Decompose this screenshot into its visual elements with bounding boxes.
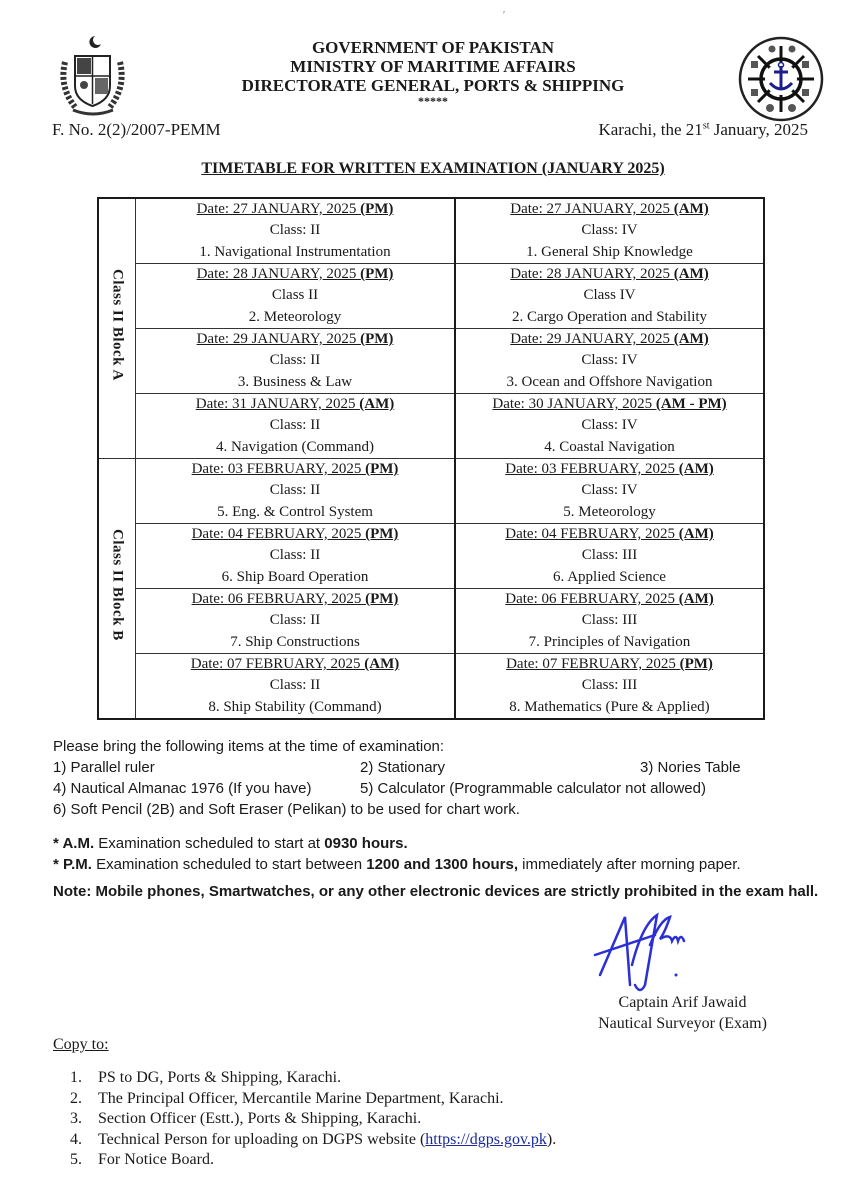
exam-class: Class IV xyxy=(583,287,636,304)
other-class-column xyxy=(455,524,764,589)
exam-slot-right xyxy=(456,329,763,393)
exam-date xyxy=(456,199,763,220)
exam-class: Class II xyxy=(271,287,319,304)
exam-date xyxy=(136,394,454,415)
item-text: Technical Person for uploading on DGPS website ( xyxy=(98,1130,426,1148)
exam-slot-left xyxy=(136,459,454,523)
pm-text: Examination scheduled to start between xyxy=(91,856,367,873)
other-class-column xyxy=(455,459,764,524)
session-label: (PM) xyxy=(360,266,394,282)
date-text: Date: 27 JANUARY, 2025 xyxy=(196,201,361,217)
exam-class: Class: III xyxy=(581,547,638,564)
exam-date xyxy=(136,589,454,610)
other-class-column xyxy=(455,264,764,329)
date-text: Date: 30 JANUARY, 2025 xyxy=(492,396,656,412)
exam-class: Class: IV xyxy=(581,222,638,239)
exam-class: Class: IV xyxy=(581,417,638,434)
block-label-cell xyxy=(98,459,136,720)
date-text: Date: 04 FEBRUARY, 2025 xyxy=(505,526,679,542)
am-text: Examination scheduled to start at xyxy=(94,835,325,852)
item-text-after: ). xyxy=(546,1130,557,1148)
timetable-row xyxy=(98,394,764,459)
exam-slot-right xyxy=(456,654,763,718)
session-label: (AM) xyxy=(678,591,714,607)
timetable-row xyxy=(98,459,764,524)
items-intro: Please bring the following items at the time of examination: xyxy=(53,738,445,755)
exam-date xyxy=(136,459,454,480)
item: 6) Soft Pencil (2B) and Soft Eraser (Pelikan) to be used for chart work. xyxy=(53,801,520,818)
letterhead xyxy=(0,38,866,107)
class-ii-column xyxy=(136,589,456,654)
exam-subject: 5. Eng. & Control System xyxy=(217,503,373,520)
exam-class: Class: II xyxy=(269,547,321,564)
letter-date xyxy=(598,120,808,140)
session-label: (AM) xyxy=(673,201,709,217)
pm-suffix: immediately after morning paper. xyxy=(518,856,741,873)
item-number: 5. xyxy=(70,1151,82,1168)
file-number: F. No. 2(2)/2007-PEMM xyxy=(52,120,221,139)
session-label: (AM) xyxy=(673,266,709,282)
exam-slot-right xyxy=(456,589,763,653)
copy-to-item xyxy=(70,1150,556,1171)
class-ii-column xyxy=(136,264,456,329)
session-label: (AM) xyxy=(673,331,709,347)
date-text: Date: 07 FEBRUARY, 2025 xyxy=(506,656,680,672)
exam-subject: 5. Meteorology xyxy=(563,503,656,520)
pm-label: * P.M. xyxy=(53,856,92,873)
session-label: (AM) xyxy=(359,396,395,412)
exam-slot-left xyxy=(136,329,454,393)
exam-slot-left xyxy=(136,589,454,653)
timetable-row xyxy=(98,198,764,264)
exam-subject: 8. Mathematics (Pure & Applied) xyxy=(509,698,710,715)
exam-subject: 4. Coastal Navigation xyxy=(544,438,675,455)
item: 5) Calculator (Programmable calculator not allowed) xyxy=(360,780,706,797)
timetable-row xyxy=(98,329,764,394)
timetable-row xyxy=(98,524,764,589)
other-class-column xyxy=(455,329,764,394)
date-text: Date: 27 JANUARY, 2025 xyxy=(510,201,674,217)
exam-slot-right xyxy=(456,264,763,328)
item-text: For Notice Board. xyxy=(98,1151,214,1168)
pm-time: 1200 and 1300 hours, xyxy=(366,856,518,873)
signatory-name: Captain Arif Jawaid xyxy=(618,994,747,1011)
pm-note xyxy=(53,854,741,875)
copy-to-item xyxy=(70,1130,556,1151)
exam-subject: 3. Business & Law xyxy=(237,373,353,390)
item-text: Section Officer (Estt.), Ports & Shipping, Karachi. xyxy=(98,1110,422,1127)
date-day: Karachi, the 21 xyxy=(598,120,703,139)
exam-date xyxy=(136,264,454,285)
block-label-cell xyxy=(98,198,136,459)
class-ii-column xyxy=(136,654,456,720)
date-text: Date: 04 FEBRUARY, 2025 xyxy=(191,526,366,542)
item-number: 3. xyxy=(70,1110,82,1127)
date-text: Date: 28 JANUARY, 2025 xyxy=(196,266,361,282)
item: 4) Nautical Almanac 1976 (If you have) xyxy=(53,780,312,797)
exam-class: Class: II xyxy=(269,222,321,239)
item: 1) Parallel ruler xyxy=(53,759,155,776)
timetable-row xyxy=(98,654,764,720)
class-ii-column xyxy=(136,329,456,394)
copy-to-item xyxy=(70,1109,556,1130)
exam-subject: 6. Applied Science xyxy=(553,568,666,585)
timetable-row xyxy=(98,264,764,329)
am-note xyxy=(53,833,741,854)
date-text: Date: 31 JANUARY, 2025 xyxy=(195,396,360,412)
exam-slot-left xyxy=(136,654,454,718)
ports-shipping-emblem-icon xyxy=(738,36,824,122)
exam-date xyxy=(136,654,454,675)
exam-date xyxy=(136,524,454,545)
date-text: Date: 07 FEBRUARY, 2025 xyxy=(190,656,365,672)
exam-class: Class: III xyxy=(581,677,638,694)
item-number: 1. xyxy=(70,1069,82,1086)
session-label: (AM) xyxy=(678,526,714,542)
date-month-year: January, 2025 xyxy=(709,120,808,139)
class-ii-column xyxy=(136,198,456,264)
exam-slot-right xyxy=(456,394,763,458)
session-label: (PM) xyxy=(360,201,394,217)
exam-subject: 2. Cargo Operation and Stability xyxy=(511,308,708,325)
exam-slot-right xyxy=(456,524,763,588)
date-text: Date: 06 FEBRUARY, 2025 xyxy=(191,591,366,607)
exam-slot-left xyxy=(136,264,454,328)
class-ii-column xyxy=(136,459,456,524)
exam-date xyxy=(456,589,763,610)
item-text: PS to DG, Ports & Shipping, Karachi. xyxy=(98,1069,342,1086)
copy-to-heading: Copy to: xyxy=(53,1036,109,1053)
exam-date xyxy=(456,264,763,285)
am-label: * A.M. xyxy=(53,835,95,852)
item: 2) Stationary xyxy=(360,759,446,776)
timetable-row xyxy=(98,589,764,654)
exam-date xyxy=(456,654,763,675)
exam-class: Class: II xyxy=(269,677,321,694)
copy-to-list xyxy=(70,1068,556,1171)
exam-subject: 8. Ship Stability (Command) xyxy=(208,698,382,715)
exam-subject: 7. Ship Constructions xyxy=(230,633,360,650)
header-directorate: DIRECTORATE GENERAL, PORTS & SHIPPING xyxy=(241,76,625,95)
dgps-website-link[interactable]: https://dgps.gov.pk xyxy=(425,1130,547,1148)
date-text: Date: 29 JANUARY, 2025 xyxy=(196,331,361,347)
class-ii-column xyxy=(136,394,456,459)
date-text: Date: 29 JANUARY, 2025 xyxy=(510,331,674,347)
exam-date xyxy=(136,199,454,220)
copy-to-item xyxy=(70,1089,556,1110)
document-title: TIMETABLE FOR WRITTEN EXAMINATION (JANUARY 2025) xyxy=(201,160,665,177)
exam-class: Class: II xyxy=(269,417,321,434)
item: 3) Nories Table xyxy=(640,759,741,776)
exam-subject: 2. Meteorology xyxy=(248,308,342,325)
header-ministry: MINISTRY OF MARITIME AFFAIRS xyxy=(290,57,576,76)
date-text: Date: 03 FEBRUARY, 2025 xyxy=(191,461,366,477)
other-class-column xyxy=(455,198,764,264)
exam-date xyxy=(136,329,454,350)
exam-date xyxy=(456,524,763,545)
exam-slot-left xyxy=(136,199,454,263)
session-label: (PM) xyxy=(365,591,399,607)
am-time: 0930 hours. xyxy=(324,835,408,852)
exam-slot-left xyxy=(136,524,454,588)
other-class-column xyxy=(455,654,764,720)
other-class-column xyxy=(455,394,764,459)
session-label: (AM) xyxy=(678,461,714,477)
session-label: (PM) xyxy=(365,461,399,477)
item-number: 4. xyxy=(70,1130,82,1148)
date-text: Date: 28 JANUARY, 2025 xyxy=(510,266,674,282)
signatory xyxy=(575,992,790,1034)
exam-slot-left xyxy=(136,394,454,458)
exam-date xyxy=(456,459,763,480)
block-label: Class II Block A xyxy=(109,268,126,381)
exam-subject: 7. Principles of Navigation xyxy=(528,633,691,650)
other-class-column xyxy=(455,589,764,654)
device-prohibition-notice: Note: Mobile phones, Smartwatches, or any other electronic devices are strictly prohibited in the exam hall. xyxy=(53,883,819,900)
exam-class: Class: IV xyxy=(581,482,638,499)
exam-timetable xyxy=(97,197,765,720)
exam-slot-right xyxy=(456,199,763,263)
exam-date xyxy=(456,329,763,350)
exam-slot-right xyxy=(456,459,763,523)
signature-icon xyxy=(590,905,710,995)
class-ii-column xyxy=(136,524,456,589)
session-label: (PM) xyxy=(360,331,394,347)
stray-pen-mark: ′ xyxy=(503,10,506,21)
block-label: Class II Block B xyxy=(109,528,126,641)
exam-subject: 1. General Ship Knowledge xyxy=(526,243,693,260)
exam-class: Class: II xyxy=(269,482,321,499)
date-ordinal: st xyxy=(702,120,710,132)
exam-subject: 3. Ocean and Offshore Navigation xyxy=(506,373,713,390)
exam-class: Class: IV xyxy=(581,352,638,369)
exam-date xyxy=(456,394,763,415)
exam-subject: 1. Navigational Instrumentation xyxy=(199,243,391,260)
exam-subject: 4. Navigation (Command) xyxy=(216,438,374,455)
date-text: Date: 06 FEBRUARY, 2025 xyxy=(505,591,679,607)
copy-to-item xyxy=(70,1068,556,1089)
session-label: (PM) xyxy=(365,526,399,542)
date-text: Date: 03 FEBRUARY, 2025 xyxy=(505,461,679,477)
exam-class: Class: II xyxy=(269,352,321,369)
exam-subject: 6. Ship Board Operation xyxy=(221,568,369,585)
session-label: (AM) xyxy=(364,656,400,672)
item-number: 2. xyxy=(70,1089,82,1107)
exam-class: Class: II xyxy=(269,612,321,629)
exam-class: Class: III xyxy=(581,612,638,629)
item-text: The Principal Officer, Mercantile Marine Department, Karachi. xyxy=(98,1089,504,1107)
signatory-designation: Nautical Surveyor (Exam) xyxy=(598,1015,767,1032)
header-government: GOVERNMENT OF PAKISTAN xyxy=(311,38,555,57)
session-label: (AM - PM) xyxy=(655,396,727,412)
exam-timing-notes xyxy=(53,833,741,875)
header-stars: ***** xyxy=(418,94,448,108)
session-label: (PM) xyxy=(679,656,713,672)
